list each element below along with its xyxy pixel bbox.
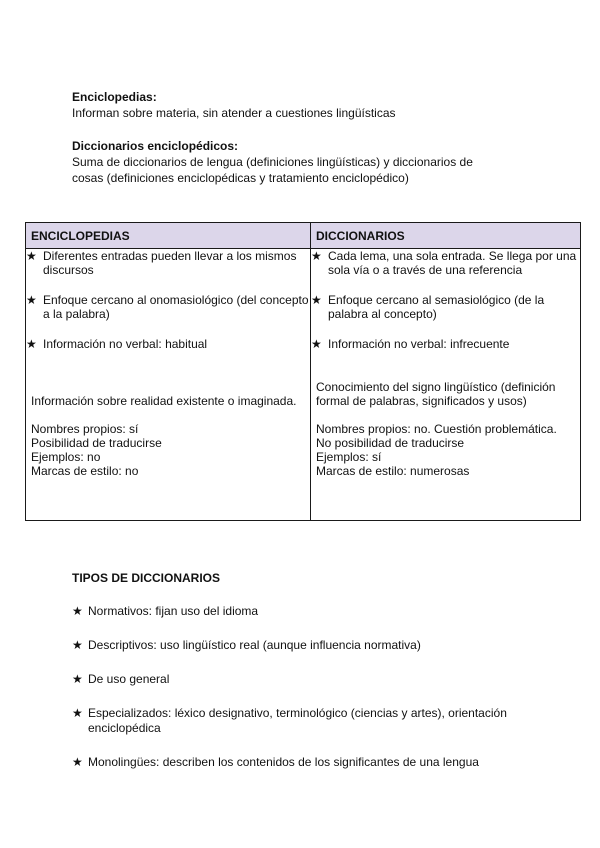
detail-line: No posibilidad de traducirse bbox=[316, 436, 465, 450]
list-item bbox=[72, 706, 552, 736]
star-icon: ★ bbox=[72, 706, 83, 720]
bullet-text: Diferentes entradas pueden llevar a los mismos discursos bbox=[43, 249, 297, 277]
enciclopedias-title: Enciclopedias: bbox=[72, 90, 157, 104]
list-item bbox=[26, 293, 310, 321]
list-item bbox=[311, 249, 580, 277]
detail-line: Nombres propios: no. Cuestión problemática. bbox=[316, 422, 557, 436]
list-item bbox=[72, 604, 552, 619]
tipos-section bbox=[72, 571, 552, 789]
tipo-text: De uso general bbox=[88, 672, 170, 686]
star-icon: ★ bbox=[72, 672, 83, 686]
detail-line: Marcas de estilo: no bbox=[31, 464, 139, 478]
tipo-text: Monolingües: describen los contenidos de los significantes de una lengua bbox=[88, 755, 479, 769]
list-item bbox=[26, 337, 310, 351]
diccionarios-enciclopedicos-text-line2: cosas (definiciones enciclopédicas y tratamiento enciclopédico) bbox=[72, 171, 409, 185]
list-item bbox=[311, 293, 580, 321]
diccionarios-enciclopedicos-section bbox=[72, 139, 532, 186]
diccionarios-bullets bbox=[311, 249, 580, 351]
list-item bbox=[311, 337, 580, 351]
list-item bbox=[72, 755, 552, 770]
detail-line: Ejemplos: sí bbox=[316, 450, 382, 464]
tipo-text: Normativos: fijan uso del idioma bbox=[88, 604, 259, 618]
info-text: Información sobre realidad existente o imaginada. bbox=[31, 394, 297, 408]
enciclopedias-section bbox=[72, 90, 532, 121]
star-icon: ★ bbox=[72, 638, 83, 652]
detail-line: Posibilidad de traducirse bbox=[31, 436, 162, 450]
star-icon: ★ bbox=[72, 755, 83, 769]
star-icon: ★ bbox=[26, 337, 37, 351]
bullet-text: Información no verbal: habitual bbox=[43, 337, 208, 351]
diccionarios-info bbox=[316, 380, 575, 478]
enciclopedias-bullets bbox=[26, 249, 310, 351]
tipos-list bbox=[72, 604, 552, 770]
tipo-text: Especializados: léxico designativo, terminológico (ciencias y artes), orientación enciclopédica bbox=[88, 706, 507, 735]
star-icon: ★ bbox=[26, 249, 37, 263]
detail-line: Marcas de estilo: numerosas bbox=[316, 464, 470, 478]
diccionarios-enciclopedicos-title: Diccionarios enciclopédicos: bbox=[72, 139, 239, 153]
header-diccionarios: DICCIONARIOS bbox=[311, 223, 581, 249]
diccionarios-enciclopedicos-text-line1: Suma de diccionarios de lengua (definiciones lingüísticas) y diccionarios de bbox=[72, 155, 473, 169]
info-text: Conocimiento del signo lingüístico (definición formal de palabras, significados y usos) bbox=[316, 380, 556, 408]
tipo-text: Descriptivos: uso lingüístico real (aunque influencia normativa) bbox=[88, 638, 421, 652]
enciclopedias-cell bbox=[26, 249, 311, 521]
enciclopedias-info bbox=[31, 394, 305, 478]
comparison-table bbox=[25, 222, 581, 521]
diccionarios-cell bbox=[311, 249, 581, 521]
star-icon: ★ bbox=[311, 337, 322, 351]
star-icon: ★ bbox=[311, 249, 322, 263]
star-icon: ★ bbox=[72, 604, 83, 618]
list-item bbox=[26, 249, 310, 277]
bullet-text: Enfoque cercano al semasiológico (de la palabra al concepto) bbox=[328, 293, 545, 321]
bullet-text: Cada lema, una sola entrada. Se llega por una sola vía o a través de una referencia bbox=[328, 249, 577, 277]
table-header-row bbox=[26, 223, 581, 249]
detail-line: Nombres propios: sí bbox=[31, 422, 139, 436]
star-icon: ★ bbox=[311, 293, 322, 307]
bullet-text: Enfoque cercano al onomasiológico (del concepto a la palabra) bbox=[43, 293, 309, 321]
header-enciclopedias: ENCICLOPEDIAS bbox=[26, 223, 311, 249]
enciclopedias-text: Informan sobre materia, sin atender a cuestiones lingüísticas bbox=[72, 106, 396, 120]
detail-line: Ejemplos: no bbox=[31, 450, 101, 464]
star-icon: ★ bbox=[26, 293, 37, 307]
list-item bbox=[72, 638, 552, 653]
list-item bbox=[72, 672, 552, 687]
bullet-text: Información no verbal: infrecuente bbox=[328, 337, 510, 351]
table-body-row bbox=[26, 249, 581, 521]
tipos-title: TIPOS DE DICCIONARIOS bbox=[72, 571, 221, 585]
